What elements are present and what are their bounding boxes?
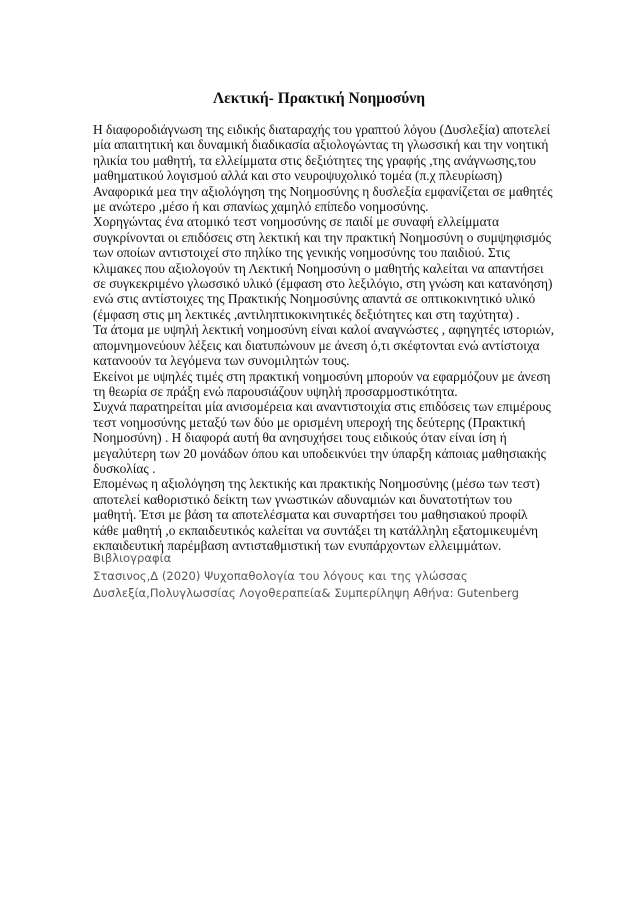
body-line: μία απαιτητική και δυναμική διαδικασία αξιολογώντας τη γλωσσική και την νοητική — [93, 137, 549, 153]
body-line: μαθητή. Έτσι με βάση τα αποτελέσματα και συναρτήσει του μαθησιακού προφίλ — [93, 507, 528, 523]
document-body — [93, 122, 553, 553]
body-line: τη θεωρία σε πράξη ενώ παρουσιάζουν υψηλή προσαρμοστικότητα. — [93, 383, 458, 399]
body-line: ενώ στις αντίστοιχες της Πρακτικής Νοημοσύνης απαντά σε οπτικοκινητικό υλικό — [93, 291, 536, 307]
body-line: μεγαλύτερη των 20 μονάδων όπου και υποδεικνύει την ύπαρξη κάποιας μαθησιακής — [93, 445, 546, 461]
bibliography-entry-line: Στασινος,Δ (2020) Ψυχοπαθολογία του λόγους και της γλώσσας — [93, 568, 468, 583]
body-line: μαθηματικού λογισμού αλλά και στο νευροψυχολικό τομέα (π.χ πλευρίωση) — [93, 168, 503, 184]
body-line: Επομένως η αξιολόγηση της λεκτικής και πρακτικής Νοημοσύνης (μέσω των τεστ) — [93, 476, 540, 492]
bibliography-entry-line: Δυσλεξία,Πολυγλωσσίας Λογοθεραπεία& Συμπερίληψη Αθήνα: Gutenberg — [93, 586, 519, 601]
body-line: Συχνά παρατηρείται μία ανισομέρεια και αναντιστοιχία στις επιδόσεις των επιμέρους — [93, 399, 551, 415]
body-line: σε συγκεκριμένο γλωσσικό υλικό (έμφαση στο λεξιλόγιο, στη γνώση και κατανόηση) — [93, 276, 553, 292]
body-line: Τα άτομα με υψηλή λεκτική νοημοσύνη είναι καλοί αναγνώστες , αφηγητές ιστοριών, — [93, 322, 555, 338]
bibliography-section — [93, 550, 553, 603]
body-line: απομνημονεύουν λέξεις και διατυπώνουν με άνεση ό,τι σκέφτονται ενώ αντίστοιχα — [93, 337, 540, 353]
body-line: κατανοούν τα λεγόμενα των συνομιλητών τους. — [93, 353, 350, 369]
body-line: Χορηγώντας ένα ατομικό τεστ νοημοσύνης σε παιδί με συναφή ελλείμματα — [93, 214, 500, 230]
body-line: τεστ νοημοσύνης μεταξύ των δύο με ορισμένη υπεροχή της δεύτερης (Πρακτική — [93, 414, 526, 430]
body-line: κάθε μαθητή ,ο εκπαιδευτικός καλείται να συντάξει τη κατάλληλη εξατομικευμένη — [93, 522, 539, 538]
bibliography-heading: Βιβλιογραφία — [93, 551, 172, 565]
body-line: (έμφαση στις μη λεκτικές ,αντιληπτικοκινητικές δεξιότητες και στη ταχύτητα) . — [93, 306, 520, 322]
document-title: Λεκτική- Πρακτική Νοημοσύνη — [212, 90, 426, 107]
body-line: με ανώτερο ,μέσο ή και σπανίως χαμηλό επίπεδο νοημοσύνης. — [93, 199, 429, 215]
body-line: ηλικία του μαθητή, τα ελλείμματα στις δεξιότητες της γραφής ,της ανάγνωσης,του — [93, 152, 537, 168]
body-line: Εκείνοι με υψηλές τιμές στη πρακτική νοημοσύνη μπορούν να εφαρμόζουν με άνεση — [93, 368, 551, 384]
body-line: συγκρίνονται οι επιδόσεις στη λεκτική και την πρακτική Νοημοσύνη ο συμψηφισμός — [93, 229, 551, 245]
body-line: αποτελεί καθοριστικό δείκτη των γνωστικών αδυναμιών και δυνατοτήτων του — [93, 491, 513, 507]
body-line: Αναφορικά μεα την αξιολόγηση της Νοημοσύνης η δυσλεξία εμφανίζεται σε μαθητές — [93, 183, 553, 199]
body-line: εκπαιδευτική παρέμβαση αντισταθμιστική των ενυπάρχοντων ελλειμμάτων. — [93, 537, 502, 553]
body-line: δυσκολίας . — [93, 460, 156, 476]
body-line: των οποίων αντιστοιχεί στο πηλίκο της γενικής νοημοσύνης του παιδιού. Στις — [93, 245, 510, 261]
body-line: κλιμακες που αξιολογούν τη Λεκτική Νοημοσύνη ο μαθητής καλείται να απαντήσει — [93, 260, 544, 276]
body-line: Η διαφοροδιάγνωση της ειδικής διαταραχής του γραπτού λόγου (Δυσλεξία) αποτελεί — [93, 122, 551, 137]
body-line: Νοημοσύνη) . Η διαφορά αυτή θα ανησυχήσει τους ειδικούς όταν είναι ίση ή — [93, 430, 507, 446]
